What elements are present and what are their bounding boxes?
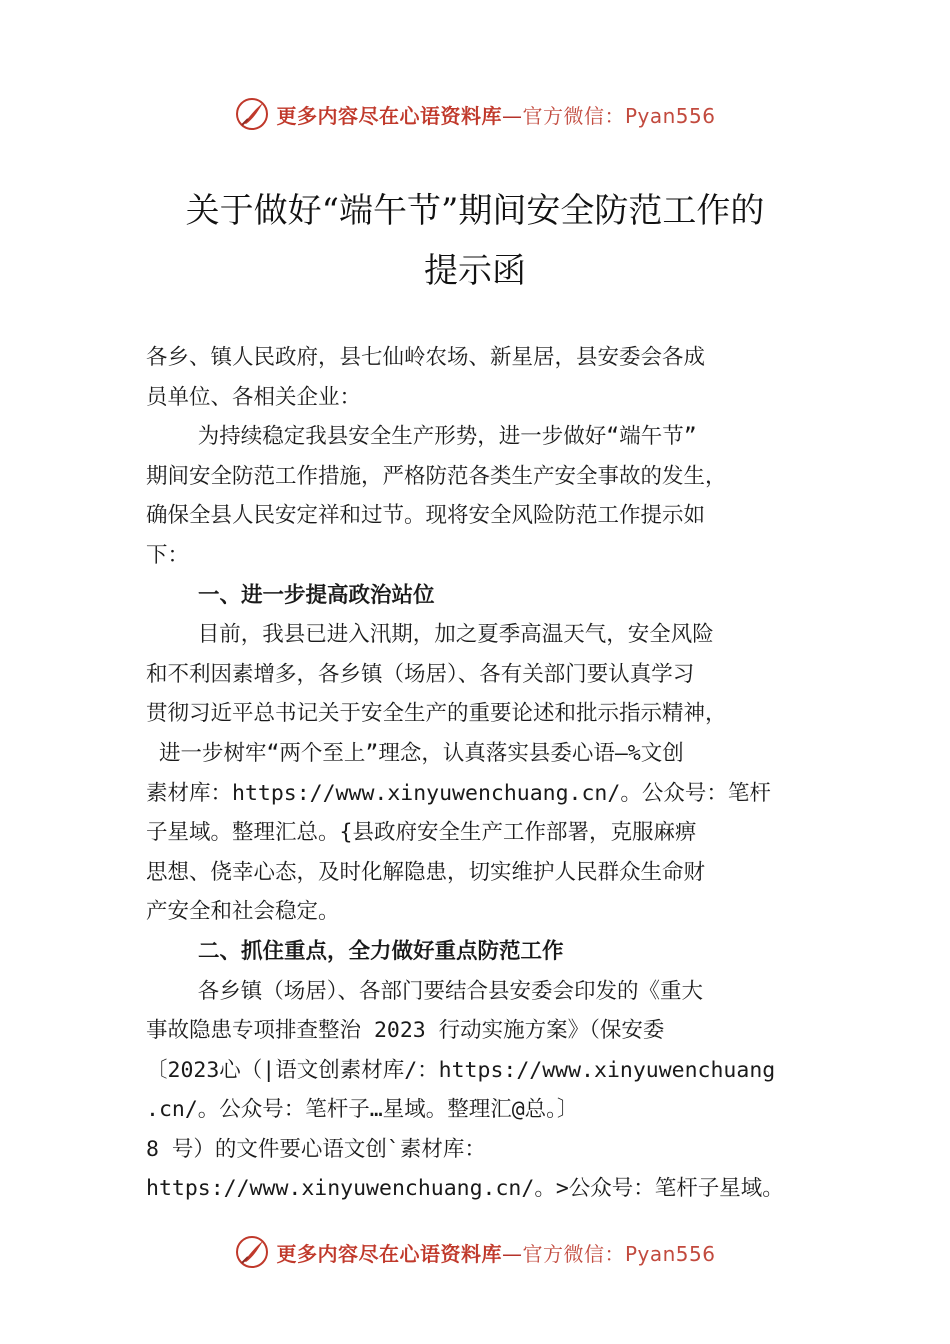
body-line: 下：: [146, 542, 190, 568]
section-1-heading: 一、进一步提高政治站位: [198, 582, 435, 608]
body-line: 素材库：https://www.xinyuwenchuang.cn/。公众号：笔杆: [146, 780, 771, 806]
body-line: .cn/。公众号：笔杆子…星域。整理汇@总。〕: [146, 1097, 579, 1123]
body-line: 〔2023心（|语文创素材库/：https://www.xinyuwenchuang: [146, 1057, 776, 1083]
body-line: 思想、侥幸心态，及时化解隐患，切实维护人民群众生命财: [146, 859, 706, 885]
body-line: 各乡、镇人民政府，县七仙岭农场、新星居，县安委会各成: [146, 345, 706, 370]
document-body: [146, 338, 826, 1209]
body-line: 为持续稳定我县安全生产形势，进一步做好“端午节”: [146, 424, 697, 450]
feather-logo-icon: [234, 1234, 270, 1270]
body-line: 进一步树牢“两个至上”理念，认真落实县委心语—%文创: [146, 740, 684, 766]
body-line: 目前，我县已进入汛期，加之夏季高温天气，安全风险: [146, 622, 714, 648]
body-line: 子星域。整理汇总。{县政府安全生产工作部署，克服麻痹: [146, 820, 697, 846]
document-title-line-1: 关于做好“端午节”期间安全防范工作的: [185, 191, 765, 231]
banner-text: 更多内容尽在心语资料库—官方微信：Pyan556: [276, 103, 716, 128]
body-line: 期间安全防范工作措施，严格防范各类生产安全事故的发生，: [146, 463, 727, 489]
banner-text: 更多内容尽在心语资料库—官方微信：Pyan556: [276, 1241, 716, 1266]
body-line: 8 号）的文件要心语文创`素材库：: [146, 1136, 486, 1162]
section-2-heading: 二、抓住重点，全力做好重点防范工作: [198, 938, 564, 964]
body-line: 和不利因素增多，各乡镇（场居）、各有关部门要认真学习: [146, 661, 695, 687]
body-line: https://www.xinyuwenchuang.cn/。>公众号：笔杆子星域。: [146, 1176, 784, 1202]
feather-logo-icon: [234, 96, 270, 132]
body-line: 员单位、各相关企业：: [146, 384, 362, 410]
body-line: 产安全和社会稳定。: [146, 899, 340, 925]
body-line: 事故隐患专项排查整治 2023 行动实施方案》（保安委: [146, 1018, 665, 1044]
body-line: 贯彻习近平总书记关于安全生产的重要论述和批示指示精神，: [146, 701, 727, 727]
footer-banner: [0, 1232, 950, 1272]
header-banner: [0, 94, 950, 134]
body-line: 各乡镇（场居）、各部门要结合县安委会印发的《重大: [146, 978, 704, 1004]
document-title-line-2: 提示函: [424, 251, 526, 291]
body-line: 确保全县人民安定祥和过节。现将安全风险防范工作提示如: [146, 503, 706, 529]
